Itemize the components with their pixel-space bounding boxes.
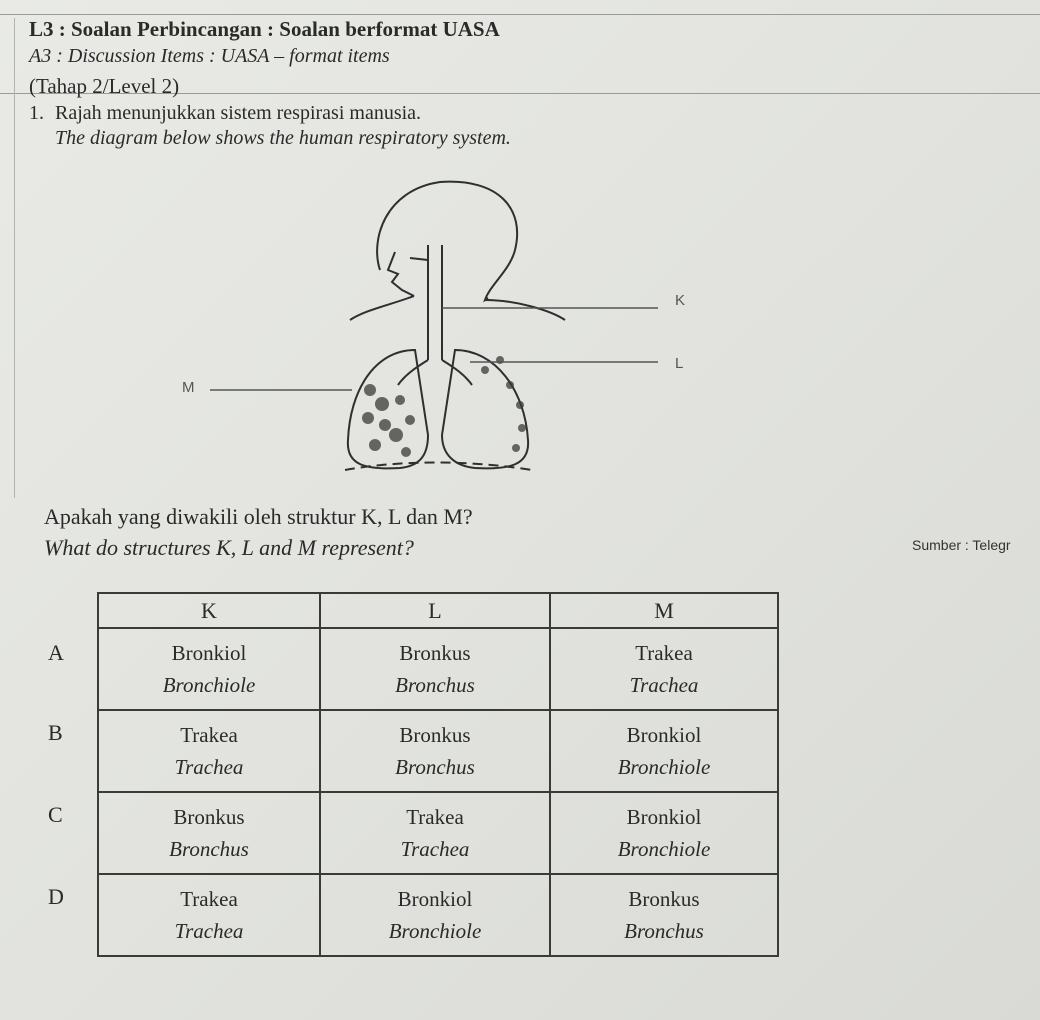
option-a-k bbox=[98, 628, 320, 710]
option-d-m bbox=[550, 874, 778, 956]
option-c-k bbox=[98, 792, 320, 874]
bronchus-left bbox=[398, 360, 428, 385]
cell-malay: Bronkus bbox=[399, 641, 471, 665]
table-row[interactable] bbox=[98, 710, 778, 792]
cell-malay: Trakea bbox=[406, 805, 464, 829]
label-l: L bbox=[675, 355, 684, 372]
cell-english: Trachea bbox=[400, 837, 470, 861]
cell-english: Trachea bbox=[629, 673, 699, 697]
header-l: L bbox=[320, 593, 550, 628]
cell-malay: Bronkiol bbox=[626, 723, 702, 747]
option-b-m bbox=[550, 710, 778, 792]
header-k: K bbox=[98, 593, 320, 628]
cell-english: Bronchiole bbox=[388, 919, 482, 943]
label-k: K bbox=[675, 292, 686, 309]
option-d-l bbox=[320, 874, 550, 956]
left-margin-rule bbox=[14, 18, 15, 498]
cell-malay: Bronkus bbox=[173, 805, 245, 829]
source-credit: Sumber : Telegr bbox=[912, 537, 1011, 553]
option-d-k bbox=[98, 874, 320, 956]
top-rule bbox=[0, 14, 1040, 15]
table-row[interactable] bbox=[98, 874, 778, 956]
cell-english: Bronchus bbox=[395, 755, 475, 779]
cell-malay: Trakea bbox=[635, 641, 693, 665]
cell-english: Bronchus bbox=[169, 837, 249, 861]
cell-malay: Bronkiol bbox=[626, 805, 702, 829]
option-c-l bbox=[320, 792, 550, 874]
table-header-row bbox=[98, 593, 778, 628]
question-number: 1. bbox=[29, 102, 44, 124]
answer-options-table bbox=[97, 592, 779, 957]
head-outline bbox=[377, 182, 517, 300]
cell-english: Trachea bbox=[174, 919, 244, 943]
cell-english: Bronchiole bbox=[617, 755, 711, 779]
header-line-1: L3 : Soalan Perbincangan : Soalan berformat UASA bbox=[29, 17, 500, 41]
shoulder-outline-left bbox=[350, 296, 414, 320]
cell-malay: Trakea bbox=[180, 887, 238, 911]
option-letter-a[interactable]: A bbox=[48, 640, 64, 665]
question-ask-malay: Apakah yang diwakili oleh struktur K, L dan M? bbox=[44, 504, 473, 529]
cell-malay: Bronkiol bbox=[171, 641, 247, 665]
header-line-3: (Tahap 2/Level 2) bbox=[29, 74, 180, 98]
question-stem-malay: Rajah menunjukkan sistem respirasi manusia. bbox=[55, 102, 422, 124]
question-ask-english: What do structures K, L and M represent? bbox=[44, 535, 414, 560]
cell-english: Trachea bbox=[174, 755, 244, 779]
question-stem-english: The diagram below shows the human respiratory system. bbox=[55, 127, 511, 149]
table-row[interactable] bbox=[98, 628, 778, 710]
option-letter-d[interactable]: D bbox=[48, 884, 64, 909]
option-a-m bbox=[550, 628, 778, 710]
option-b-l bbox=[320, 710, 550, 792]
header-line-2: A3 : Discussion Items : UASA – format items bbox=[29, 45, 390, 67]
option-a-l bbox=[320, 628, 550, 710]
shoulder-outline-right bbox=[485, 300, 565, 320]
label-m: M bbox=[182, 379, 195, 396]
option-letter-b[interactable]: B bbox=[48, 720, 63, 745]
cell-english: Bronchiole bbox=[617, 837, 711, 861]
nasal-cavity bbox=[410, 258, 428, 260]
respiratory-system-diagram bbox=[170, 170, 690, 490]
bronchus-right bbox=[442, 360, 472, 385]
option-letter-c[interactable]: C bbox=[48, 802, 63, 827]
option-b-k bbox=[98, 710, 320, 792]
cell-english: Bronchiole bbox=[162, 673, 256, 697]
cell-malay: Bronkus bbox=[399, 723, 471, 747]
cell-english: Bronchus bbox=[395, 673, 475, 697]
table-row[interactable] bbox=[98, 792, 778, 874]
cell-malay: Bronkus bbox=[628, 887, 700, 911]
cell-malay: Trakea bbox=[180, 723, 238, 747]
cell-malay: Bronkiol bbox=[397, 887, 473, 911]
cell-english: Bronchus bbox=[624, 919, 704, 943]
header-m: M bbox=[550, 593, 778, 628]
option-c-m bbox=[550, 792, 778, 874]
